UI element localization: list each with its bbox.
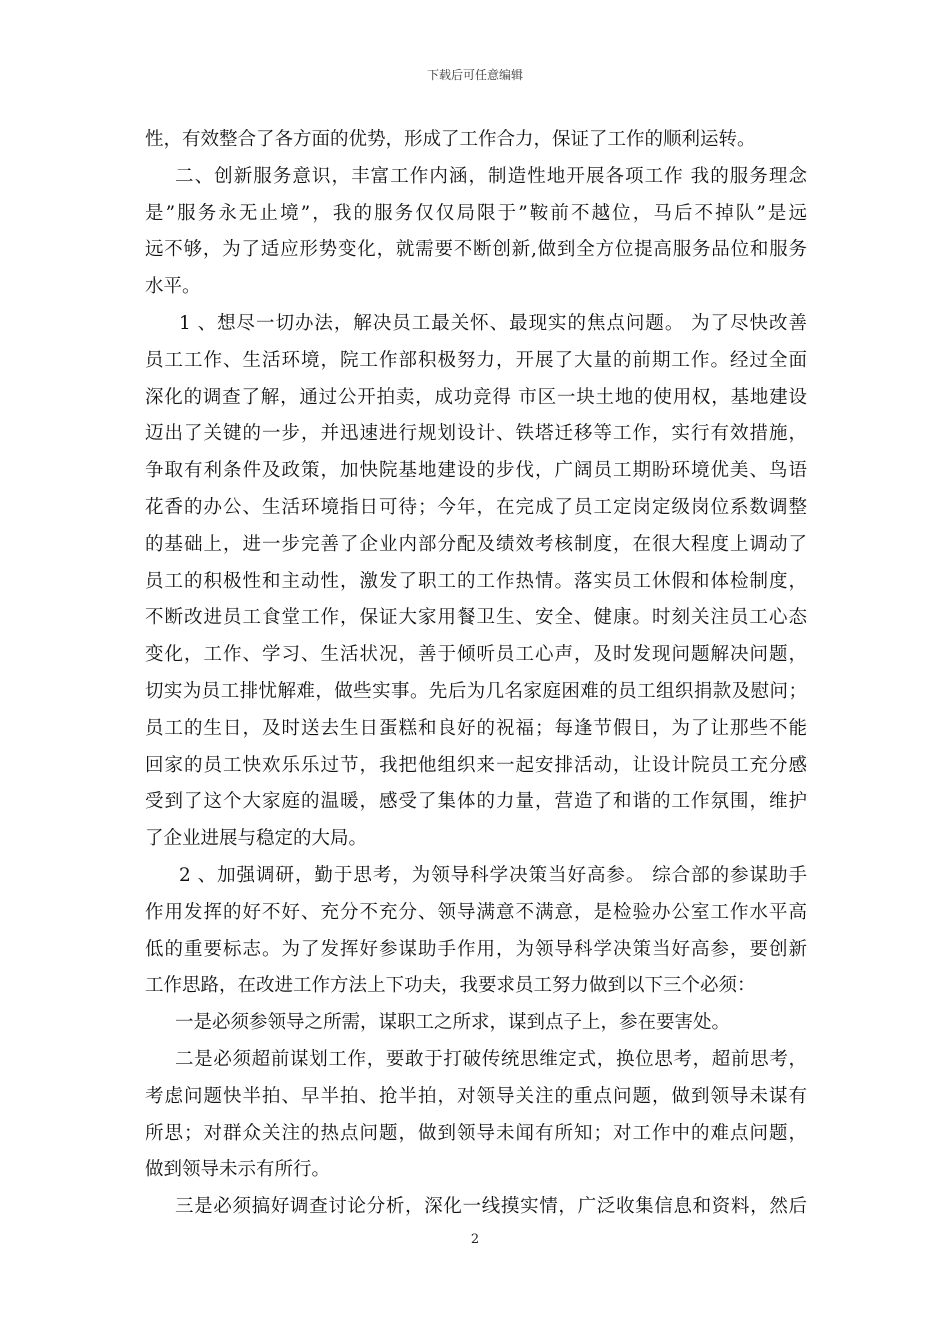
text-line: 工作思路，在改进工作方法上下功夫，我要求员工努力做到以下三个必须： bbox=[145, 975, 756, 997]
text-line: 受到了这个大家庭的温暖，感受了集体的力量，营造了和谐的工作氛围，维护 bbox=[145, 791, 807, 813]
document-body bbox=[145, 122, 807, 1226]
text-line: 争取有利条件及政策，加快院基地建设的步伐，广阔员工期盼环境优美、鸟语 bbox=[145, 460, 807, 482]
text-line: 不断改进员工食堂工作，保证大家用餐卫生、安全、健康。时刻关注员工心态 bbox=[145, 607, 807, 629]
text-line: 员工的生日，及时送去生日蛋糕和良好的祝福；每逢节假日，为了让那些不能 bbox=[145, 717, 807, 739]
text-line: 所思；对群众关注的热点问题，做到领导未闻有所知；对工作中的难点问题， bbox=[145, 1122, 807, 1144]
text-line: 2 、加强调研，勤于思考，为领导科学决策当好高参。 综合部的参谋助手 bbox=[179, 864, 807, 886]
text-line: 回家的员工快欢乐乐过节，我把他组织来一起安排活动，让设计院员工充分感 bbox=[145, 754, 807, 776]
text-line: 二是必须超前谋划工作，要敢于打破传统思维定式，换位思考，超前思考， bbox=[175, 1048, 807, 1070]
page-number: 2 bbox=[470, 1232, 480, 1247]
text-line: 变化，工作、学习、生活状况，善于倾听员工心声，及时发现问题解决问题， bbox=[145, 644, 807, 666]
text-line: 员工的积极性和主动性，激发了职工的工作热情。落实员工休假和体检制度， bbox=[145, 570, 807, 592]
text-line: 一是必须参领导之所需，谋职工之所求，谋到点子上，参在要害处。 bbox=[175, 1012, 731, 1034]
text-line: 水平。 bbox=[145, 276, 201, 298]
text-line: 的基础上，进一步完善了企业内部分配及绩效考核制度，在很大程度上调动了 bbox=[145, 533, 807, 555]
text-line: 切实为员工排忧解难，做些实事。先后为几名家庭困难的员工组织捐款及慰问； bbox=[145, 680, 807, 702]
text-line: 做到领导未示有所行。 bbox=[145, 1159, 331, 1181]
text-line: 员工工作、生活环境，院工作部积极努力，开展了大量的前期工作。经过全面 bbox=[145, 349, 807, 371]
text-line: 深化的调查了解，通过公开拍卖，成功竞得 市区一块土地的使用权，基地建设 bbox=[145, 386, 807, 408]
text-line: 迈出了关键的一步，并迅速进行规划设计、铁塔迁移等工作，实行有效措施， bbox=[145, 423, 807, 445]
text-line: 1 、想尽一切办法，解决员工最关怀、最现实的焦点问题。 为了尽快改善 bbox=[179, 312, 807, 334]
text-line: 远不够，为了适应形势变化，就需要不断创新,做到全方位提高服务品位和服务 bbox=[145, 239, 807, 261]
text-line: 作用发挥的好不好、充分不充分、领导满意不满意，是检验办公室工作水平高 bbox=[145, 901, 807, 923]
text-line: 考虑问题快半拍、早半拍、抢半拍，对领导关注的重点问题，做到领导未谋有 bbox=[145, 1085, 807, 1107]
text-line: 三是必须搞好调查讨论分析，深化一线摸实情，广泛收集信息和资料，然后 bbox=[175, 1196, 807, 1218]
text-line: 了企业进展与稳定的大局。 bbox=[145, 828, 368, 850]
text-line: 性，有效整合了各方面的优势，形成了工作合力，保证了工作的顺利运转。 bbox=[145, 129, 756, 150]
text-line: 是”服务永无止境”，我的服务仅仅局限于”鞍前不越位，马后不掉队”是远 bbox=[145, 202, 807, 224]
text-line: 低的重要标志。为了发挥好参谋助手作用，为领导科学决策当好高参，要创新 bbox=[145, 938, 807, 960]
text-line: 二、创新服务意识，丰富工作内涵，制造性地开展各项工作 我的服务理念 bbox=[175, 165, 807, 187]
page-header-note: 下载后可任意编辑 bbox=[426, 68, 523, 82]
text-line: 花香的办公、生活环境指日可待；今年，在完成了员工定岗定级岗位系数调整 bbox=[145, 496, 807, 518]
